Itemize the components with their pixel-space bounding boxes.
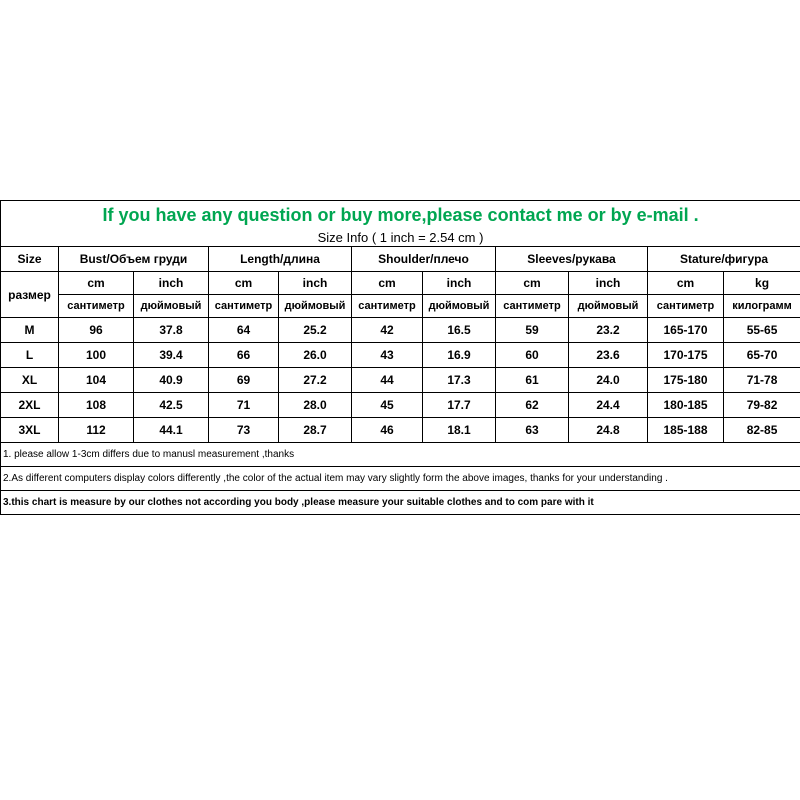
column-header-sleeves: Sleeves/рукава <box>496 247 648 272</box>
table-cell: 18.1 <box>423 418 496 443</box>
unit-label-ru: сантиметр <box>496 295 569 318</box>
table-cell: 23.6 <box>569 343 648 368</box>
table-cell: 27.2 <box>279 368 352 393</box>
size-header-ru: размер <box>1 272 59 318</box>
table-cell: 42.5 <box>134 393 209 418</box>
table-cell: 185-188 <box>648 418 724 443</box>
table-cell: 64 <box>209 318 279 343</box>
table-cell: 66 <box>209 343 279 368</box>
table-cell: 25.2 <box>279 318 352 343</box>
table-cell: 170-175 <box>648 343 724 368</box>
table-cell: 55-65 <box>724 318 800 343</box>
table-row <box>1 393 800 418</box>
table-cell: 61 <box>496 368 569 393</box>
unit-label-ru: дюймовый <box>134 295 209 318</box>
table-cell: 71 <box>209 393 279 418</box>
note-1: 1. please allow 1-3cm differs due to manusl measurement ,thanks <box>1 443 800 467</box>
unit-label: cm <box>648 272 724 295</box>
row-size-label: L <box>1 343 59 368</box>
unit-label-ru: килограмм <box>724 295 800 318</box>
size-chart <box>0 200 800 534</box>
table-cell: 40.9 <box>134 368 209 393</box>
table-cell: 46 <box>352 418 423 443</box>
unit-label-ru: сантиметр <box>648 295 724 318</box>
table-cell: 62 <box>496 393 569 418</box>
table-cell: 44.1 <box>134 418 209 443</box>
unit-label-ru: дюймовый <box>569 295 648 318</box>
table-cell: 71-78 <box>724 368 800 393</box>
table-cell: 16.5 <box>423 318 496 343</box>
table-cell: 59 <box>496 318 569 343</box>
column-header-shoulder: Shoulder/плечо <box>352 247 496 272</box>
table-cell: 23.2 <box>569 318 648 343</box>
unit-label-ru: сантиметр <box>59 295 134 318</box>
unit-label: inch <box>569 272 648 295</box>
table-cell: 42 <box>352 318 423 343</box>
table-cell: 65-70 <box>724 343 800 368</box>
table-cell: 44 <box>352 368 423 393</box>
table-cell: 73 <box>209 418 279 443</box>
unit-label-ru: дюймовый <box>279 295 352 318</box>
table-cell: 79-82 <box>724 393 800 418</box>
table-cell: 165-170 <box>648 318 724 343</box>
table-cell: 16.9 <box>423 343 496 368</box>
table-row <box>1 343 800 368</box>
table-cell: 26.0 <box>279 343 352 368</box>
table-row <box>1 368 800 393</box>
size-info: Size Info ( 1 inch = 2.54 cm ) <box>1 229 800 247</box>
column-header-stature: Stature/фигура <box>648 247 800 272</box>
row-size-label: M <box>1 318 59 343</box>
table-cell: 17.3 <box>423 368 496 393</box>
table-cell: 24.0 <box>569 368 648 393</box>
unit-label: cm <box>209 272 279 295</box>
unit-label-ru: сантиметр <box>352 295 423 318</box>
table-cell: 180-185 <box>648 393 724 418</box>
contact-banner: If you have any question or buy more,please contact me or by e-mail . <box>1 201 800 230</box>
table-cell: 112 <box>59 418 134 443</box>
unit-label-ru: дюймовый <box>423 295 496 318</box>
table-cell: 100 <box>59 343 134 368</box>
table-cell: 24.8 <box>569 418 648 443</box>
table-cell: 39.4 <box>134 343 209 368</box>
table-cell: 28.0 <box>279 393 352 418</box>
table-cell: 69 <box>209 368 279 393</box>
row-size-label: 3XL <box>1 418 59 443</box>
table-cell: 108 <box>59 393 134 418</box>
unit-label: cm <box>496 272 569 295</box>
table-cell: 28.7 <box>279 418 352 443</box>
size-table <box>0 200 800 515</box>
unit-label: inch <box>134 272 209 295</box>
table-cell: 60 <box>496 343 569 368</box>
row-size-label: XL <box>1 368 59 393</box>
table-cell: 175-180 <box>648 368 724 393</box>
table-cell: 63 <box>496 418 569 443</box>
unit-label: cm <box>352 272 423 295</box>
table-cell: 82-85 <box>724 418 800 443</box>
row-size-label: 2XL <box>1 393 59 418</box>
unit-label: cm <box>59 272 134 295</box>
table-cell: 17.7 <box>423 393 496 418</box>
table-row <box>1 318 800 343</box>
note-2: 2.As different computers display colors differently ,the color of the actual item may vary slightly form the above images, thanks for your understanding . <box>1 467 800 491</box>
table-cell: 96 <box>59 318 134 343</box>
size-header: Size <box>1 247 59 272</box>
table-cell: 43 <box>352 343 423 368</box>
note-3: 3.this chart is measure by our clothes not according you body ,please measure your suitable clothes and to com pare with it <box>1 491 800 515</box>
column-header-length: Length/длина <box>209 247 352 272</box>
unit-label-ru: сантиметр <box>209 295 279 318</box>
table-row <box>1 418 800 443</box>
unit-label: kg <box>724 272 800 295</box>
column-header-bust: Bust/Объем груди <box>59 247 209 272</box>
table-cell: 24.4 <box>569 393 648 418</box>
table-cell: 45 <box>352 393 423 418</box>
table-cell: 37.8 <box>134 318 209 343</box>
unit-label: inch <box>279 272 352 295</box>
unit-label: inch <box>423 272 496 295</box>
table-cell: 104 <box>59 368 134 393</box>
